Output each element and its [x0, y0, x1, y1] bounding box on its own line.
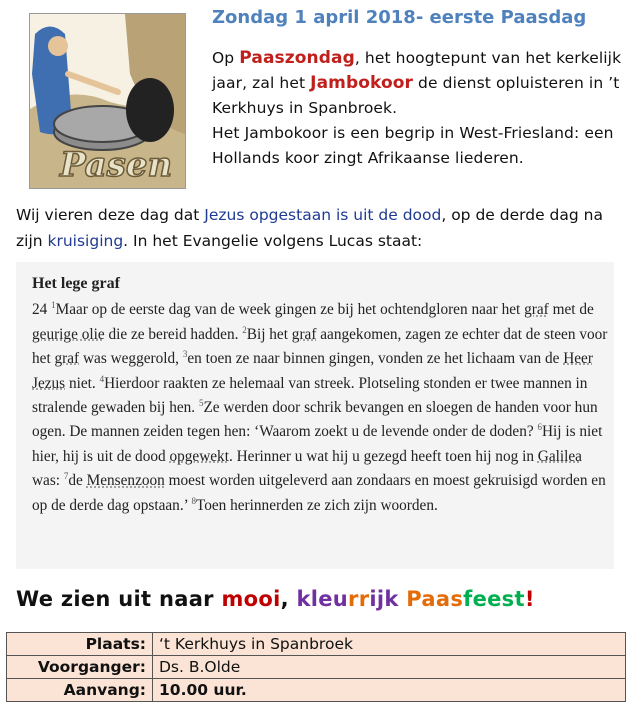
verse-text: met de [548, 301, 594, 319]
slogan [16, 587, 535, 611]
verse-number: 1 [51, 300, 56, 311]
bible-title: Het lege graf [32, 275, 120, 292]
word-link[interactable]: opgewekt [169, 447, 229, 465]
verse-number: 7 [63, 471, 69, 482]
slogan-kleurrijk: kleu [296, 587, 349, 611]
verse-text: Bij het [246, 325, 292, 343]
verse-number: 5 [198, 397, 204, 408]
verse-number: 4 [99, 373, 105, 384]
verse-text: was weggerold, [79, 350, 183, 368]
slogan-mooi: mooi [221, 587, 281, 611]
verse-number: 3 [182, 349, 188, 360]
slogan-paasfeest: Paas [406, 587, 464, 611]
para-part: , op de derde dag na zijn [16, 206, 603, 250]
pasen-illustration [29, 13, 186, 189]
plaats-label: Plaats: [7, 633, 153, 656]
info-table [6, 632, 626, 702]
pasen-caption: Pasen [60, 145, 173, 185]
slogan-kleurrijk: ijk [369, 587, 399, 611]
verse-number: 6 [537, 422, 542, 433]
jezus-link[interactable]: Jezus opgestaan is uit de dood [204, 206, 442, 224]
verse-text: de [68, 472, 87, 490]
plaats-value: ‘t Kerkhuys in Spanbroek [153, 633, 626, 656]
intro-part: Op [212, 49, 240, 67]
voorganger-label: Voorganger: [7, 656, 153, 679]
paaszondag-highlight: Paaszondag [239, 48, 355, 68]
intro-part: de dienst opluisteren in ’t Kerkhuys in Spanbroek. [212, 74, 620, 117]
word-link[interactable]: graf [54, 350, 80, 368]
chapter-number: 24 [32, 301, 48, 319]
table-row [7, 633, 626, 656]
word-link[interactable]: Mensenzoon [86, 472, 165, 490]
easter-tomb-image [30, 14, 185, 188]
bible-quote-box [16, 262, 614, 569]
verse-text: . Herinner u wat hij u gezegd heeft toen hij nog in [228, 447, 538, 465]
intro-part: , het hoogtepunt van het kerkelijk jaar, zal het [212, 49, 622, 92]
bible-text [32, 298, 610, 518]
table-row [7, 656, 626, 679]
intro-paragraph [16, 203, 631, 254]
verse-text: was: [32, 472, 64, 490]
word-link[interactable]: graf [291, 325, 317, 343]
kruisiging-link[interactable]: kruisiging [47, 231, 124, 250]
verse-text: niet. [65, 374, 100, 392]
verse-text: Maar op de eerste dag van de week gingen ze bij het ochtendgloren naar het [55, 301, 525, 319]
word-link[interactable]: Heer [563, 350, 593, 368]
slogan-kleurrijk: rr [348, 587, 370, 611]
aanvang-value: 10.00 uur. [153, 679, 626, 702]
verse-number: 2 [242, 324, 247, 335]
aanvang-label: Aanvang: [7, 679, 153, 702]
word-link[interactable]: geurige olie [32, 325, 105, 343]
verse-number: 8 [191, 495, 196, 506]
verse-text: Ze werden door schrik bevangen en sloegen de handen voor hun ogen. De mannen zeiden tegen hen: ‘Waarom zoekt u de levende onder de doden? [32, 399, 598, 441]
voorganger-value: Ds. B.Olde [153, 656, 626, 679]
word-link[interactable]: Galilea [537, 447, 582, 465]
page-title: Zondag 1 april 2018- eerste Paasdag [212, 7, 587, 28]
intro-text [212, 46, 632, 171]
word-link[interactable]: Jezus [32, 374, 66, 392]
slogan-paasfeest: feest [463, 587, 525, 611]
slogan-part: , [280, 587, 297, 611]
slogan-part: We zien uit naar [16, 587, 222, 611]
verse-text: en toen ze naar binnen gingen, vonden ze het lichaam van de [187, 350, 564, 368]
table-row [7, 679, 626, 702]
verse-text: Hij is niet hier, hij is uit de dood [32, 423, 603, 465]
verse-text: moest worden uitgeleverd aan zondaars en moest gekruisigd worden en op de derde dag opstaan.’ [32, 472, 606, 514]
para-part: . In het Evangelie volgens Lucas staat: [123, 231, 423, 250]
para-part: Wij vieren deze dag dat [16, 206, 205, 224]
intro-part: Het Jambokoor is een begrip in West-Friesland: een Hollands koor zingt Afrikaanse liederen. [212, 124, 614, 167]
verse-text: die ze bereid hadden. [104, 325, 243, 343]
word-link[interactable]: graf [524, 301, 549, 319]
verse-text: Toen herinnerden ze zich zijn woorden. [195, 496, 438, 514]
jambokoor-highlight: Jambokoor [310, 73, 414, 93]
verse-text: aangekomen, zagen ze echter dat de steen voor het [32, 325, 608, 368]
verse-text: Hierdoor raakten ze helemaal van streek. Plotseling stonden er twee mannen in stralende gewaden bij hen. [32, 374, 588, 417]
slogan-part: ! [524, 587, 535, 611]
